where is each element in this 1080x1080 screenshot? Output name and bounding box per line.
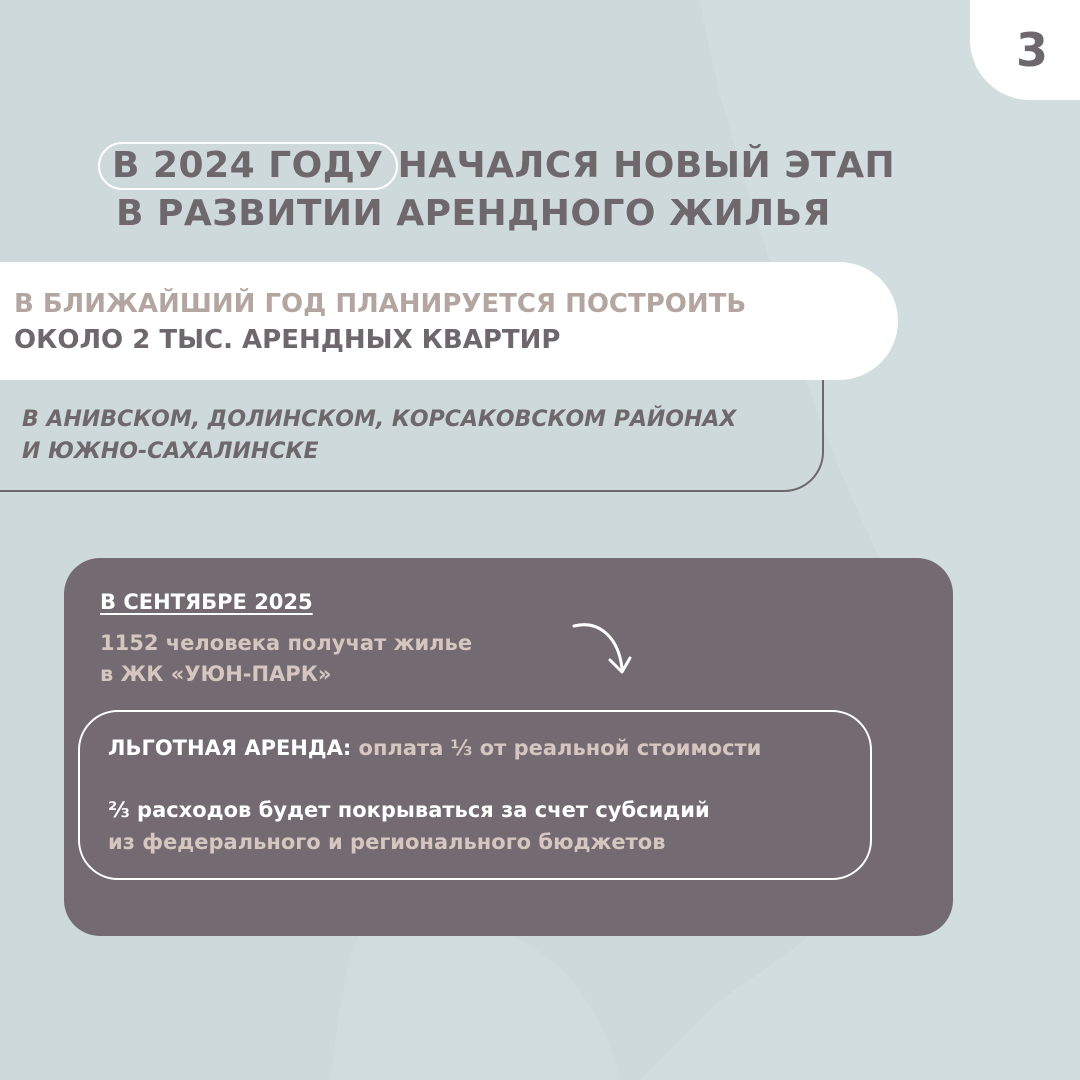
plan-line-1: В БЛИЖАЙШИЙ ГОД ПЛАНИРУЕТСЯ ПОСТРОИТЬ	[14, 289, 747, 319]
lease-label: ЛЬГОТНАЯ АРЕНДА:	[108, 736, 352, 760]
september-title: В СЕНТЯБРЕ 2025	[100, 590, 313, 614]
september-line-2: в ЖК «УЮН-ПАРК»	[100, 662, 332, 686]
lease-value: оплата ⅓ от реальной стоимости	[351, 736, 762, 760]
headline-line-1	[112, 142, 896, 190]
districts-line-1: В АНИВСКОМ, ДОЛИНСКОМ, КОРСАКОВСКОМ РАЙОНАХ	[22, 407, 737, 432]
subsidy-text	[108, 794, 710, 858]
year-highlight: В 2024 ГОДУ	[98, 142, 398, 190]
headline-line-1-rest: НАЧАЛСЯ НОВЫЙ ЭТАП	[397, 145, 896, 186]
districts-line-2: И ЮЖНО-САХАЛИНСКЕ	[22, 439, 319, 464]
plan-line-2: ОКОЛО 2 ТЫС. АРЕНДНЫХ КВАРТИР	[14, 325, 561, 355]
subsidy-line-1: ⅔ расходов будет покрываться за счет субсидий	[108, 798, 710, 822]
headline-line-2: В РАЗВИТИИ АРЕНДНОГО ЖИЛЬЯ	[116, 193, 831, 234]
lease-line	[108, 736, 761, 760]
september-body	[100, 628, 472, 690]
september-line-1: 1152 человека получат жилье	[100, 631, 473, 655]
subsidy-line-2: из федерального и регионального бюджетов	[108, 830, 666, 854]
curved-arrow-down-icon	[568, 614, 638, 684]
page-number: 3	[1015, 23, 1048, 77]
districts-text	[22, 404, 736, 468]
headline	[112, 142, 896, 237]
plan-card	[0, 262, 898, 380]
